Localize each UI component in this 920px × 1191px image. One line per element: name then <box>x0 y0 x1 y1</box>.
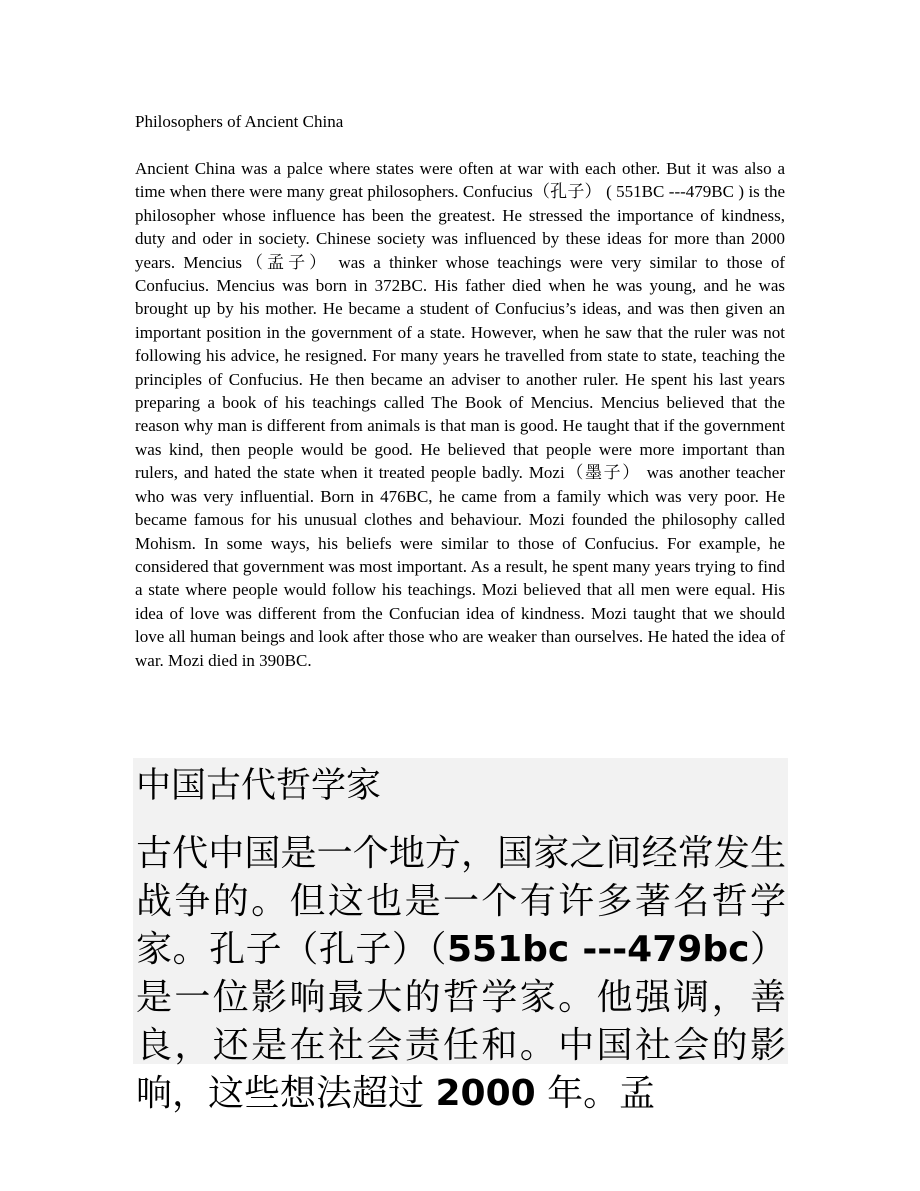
document-body-paragraph: Ancient China was a palce where states were often at war with each other. But it was also a time when there were many great philosophers. Confucius（孔子） ( 551BC ---479BC ) is the philosopher whose influence has been the greatest. He stressed the importance of kindness, duty and oder in society. Chinese society was influenced by these ideas for more than 2000 years. Mencius（孟子） was a thinker whose teachings were very similar to those of Confucius. Mencius was born in 372BC. His father died when he was young, and he was brought up by his mother. He became a student of Confucius’s ideas, and was then given an important position in the government of a state. However, when he saw that the ruler was not following his advice, he resigned. For many years he travelled from state to state, teaching the principles of Confucius. He then became an adviser to another ruler. He spent his last years preparing a book of his teachings called The Book of Mencius. Mencius believed that the reason why man is different from animals is that man is good. He taught that if the government was kind, then people would be good. He believed that people were more important than rulers, and hated the state when it treated people badly. Mozi（墨子） was another teacher who was very influential. Born in 476BC, he came from a family which was very poor. He became famous for his unusual clothes and behaviour. Mozi founded the philosophy called Mohism. In some ways, his beliefs were similar to those of Confucius. For example, he considered that government was most important. As a result, he spent many years trying to find a state where people would follow his teachings. Mozi believed that all men were equal. His idea of love was different from the Confucian idea of kindness. Mozi taught that we should love all human beings and look after those who are weaker than ourselves. He hated the idea of war. Mozi died in 390BC. <box>135 159 785 670</box>
translation-text-part3: 年。孟 <box>547 1073 656 1114</box>
translation-paragraph <box>136 830 786 1118</box>
translation-years-range: 551bc ---479bc <box>447 929 750 970</box>
translation-title: 中国古代哲学家 <box>136 766 382 806</box>
translation-block <box>133 758 788 1114</box>
translation-text-part1: 古代中国是一个地方，国家之间经常发生战争的。但这也是一个有许多著名哲学家。孔子（孔子）（ <box>136 833 786 970</box>
document-title: Philosophers of Ancient China <box>135 112 344 131</box>
translation-text-part2: ）是一位影响最大的哲学家。他强调，善良，还是在社会责任和。中国社会的影响，这些想法超过 <box>136 929 786 1114</box>
translation-years-count: 2000 <box>435 1073 536 1114</box>
